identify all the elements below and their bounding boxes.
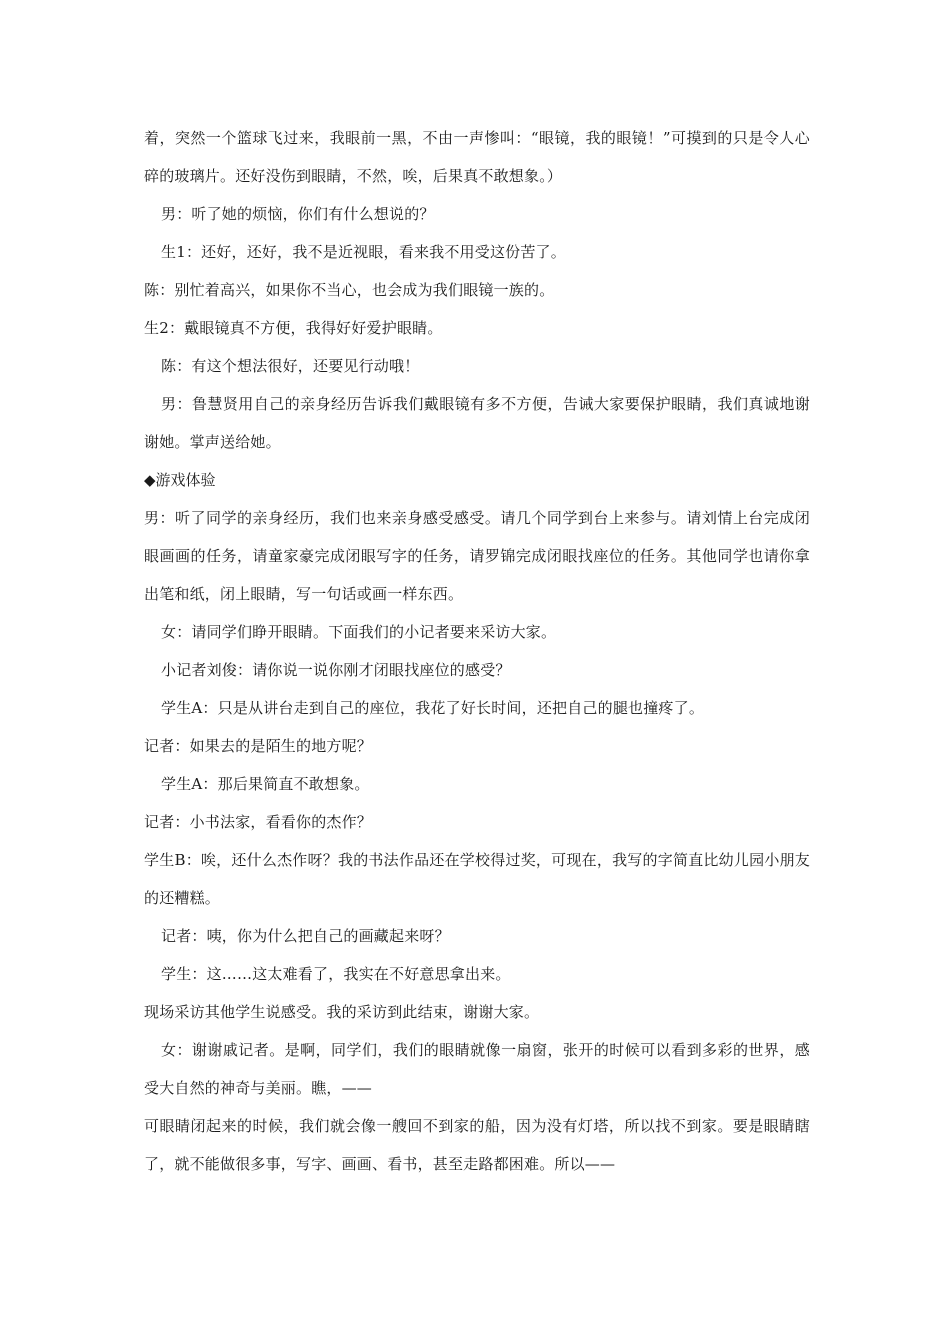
document-body	[144, 119, 810, 1183]
paragraph: 生1：还好，还好，我不是近视眼，看来我不用受这份苦了。	[161, 243, 566, 261]
paragraph: 生2：戴眼镜真不方便，我得好好爱护眼睛。	[144, 319, 443, 337]
paragraph: 学生B：唉，还什么杰作呀？我的书法作品还在学校得过奖，可现在，我写的字简直比幼儿园小朋友的还糟糕。	[144, 851, 810, 907]
paragraph: 陈：别忙着高兴，如果你不当心，也会成为我们眼镜一族的。	[144, 281, 555, 299]
paragraph: 可眼睛闭起来的时候，我们就会像一艘回不到家的船，因为没有灯塔，所以找不到家。要是眼睛瞎了，就不能做很多事，写字、画画、看书，甚至走路都困难。所以——	[144, 1117, 810, 1173]
paragraph: 学生：这……这太难看了，我实在不好意思拿出来。	[161, 965, 511, 983]
paragraph: 现场采访其他学生说感受。我的采访到此结束，谢谢大家。	[144, 1003, 540, 1021]
paragraph: 学生A：只是从讲台走到自己的座位，我花了好长时间，还把自己的腿也撞疼了。	[161, 699, 705, 717]
paragraph: 女：请同学们睁开眼睛。下面我们的小记者要来采访大家。	[161, 623, 557, 641]
paragraph: 记者：咦，你为什么把自己的画藏起来呀？	[161, 927, 450, 945]
paragraph: 男：听了同学的亲身经历，我们也来亲身感受感受。请几个同学到台上来参与。请刘情上台完成闭眼画画的任务，请童家豪完成闭眼写字的任务，请罗锦完成闭眼找座位的任务。其他同学也请你拿出笔和纸，闭上眼睛，写一句话或画一样东西。	[144, 509, 810, 603]
paragraph: 着，突然一个篮球飞过来，我眼前一黑，不由一声惨叫：“眼镜，我的眼镜！”可摸到的只是令人心碎的玻璃片。还好没伤到眼睛，不然，唉，后果真不敢想象。）	[144, 129, 810, 185]
paragraph: 记者：小书法家，看看你的杰作？	[144, 813, 373, 831]
paragraph: 女：谢谢戚记者。是啊，同学们，我们的眼睛就像一扇窗，张开的时候可以看到多彩的世界，感受大自然的神奇与美丽。瞧，——	[144, 1041, 810, 1097]
paragraph: 陈：有这个想法很好，还要见行动哦！	[161, 357, 420, 375]
paragraph: 学生A：那后果简直不敢想象。	[161, 775, 370, 793]
section-heading: ◆游戏体验	[144, 471, 216, 489]
paragraph: 男：听了她的烦恼，你们有什么想说的？	[161, 205, 435, 223]
paragraph: 小记者刘俊：请你说一说你刚才闭眼找座位的感受？	[161, 661, 511, 679]
paragraph: 记者：如果去的是陌生的地方呢？	[144, 737, 373, 755]
paragraph: 男：鲁慧贤用自己的亲身经历告诉我们戴眼镜有多不方便，告诫大家要保护眼睛，我们真诚地谢谢她。掌声送给她。	[144, 395, 810, 451]
